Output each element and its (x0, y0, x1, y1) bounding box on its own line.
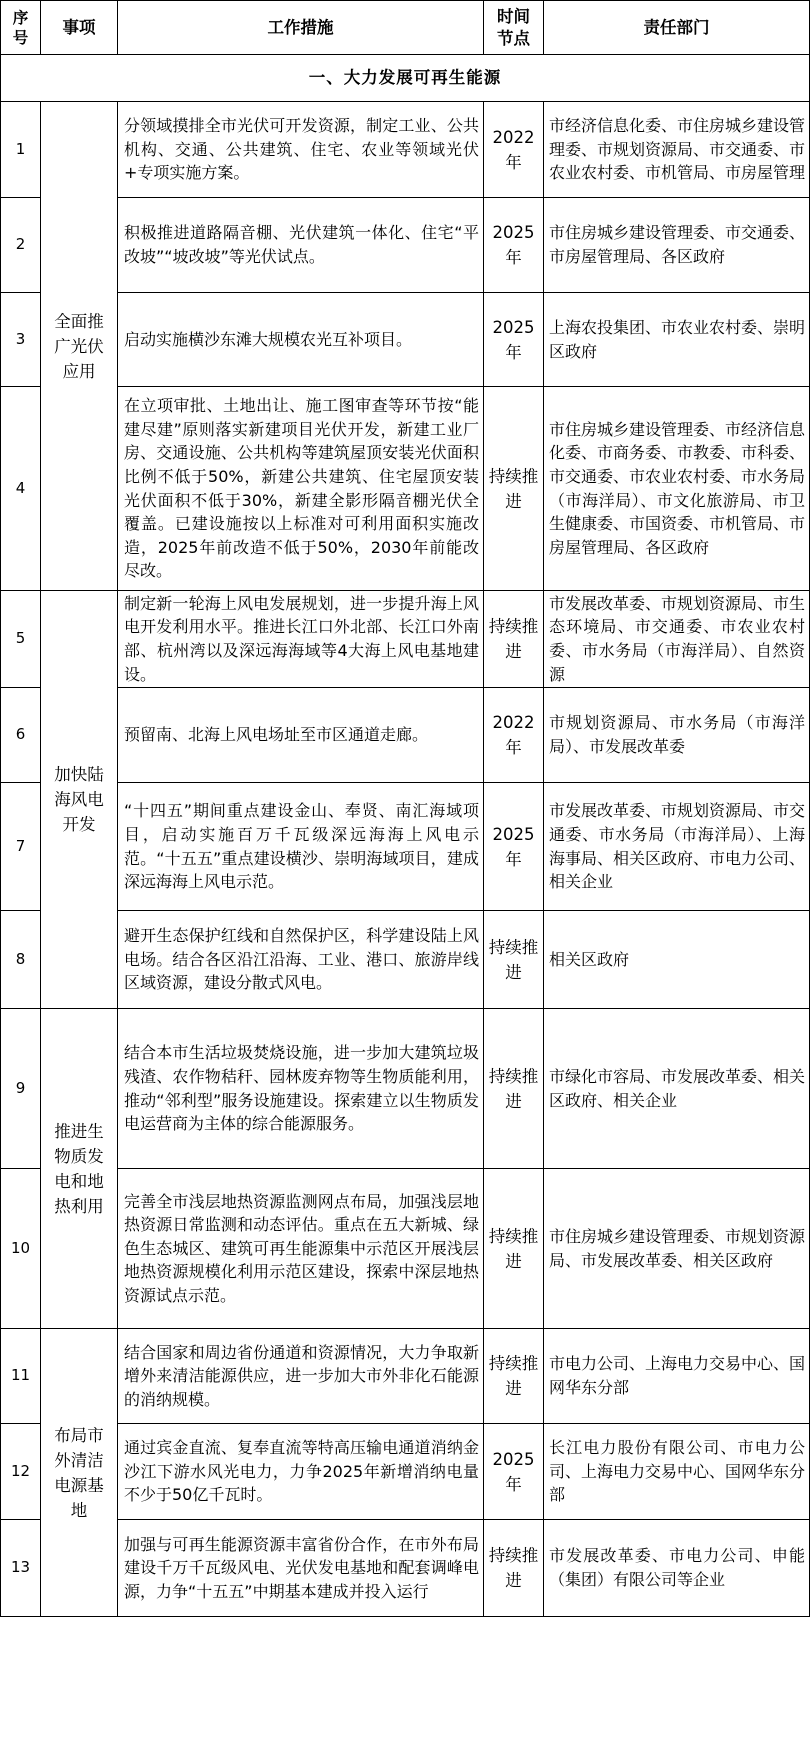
group-item: 全面推广光伏应用 (41, 102, 118, 591)
row-time: 2025年 (484, 198, 544, 293)
row-measure: “十四五”期间重点建设金山、奉贤、南汇海域项目，启动实施百万千瓦级深远海海上风电示范。“十五五”重点建设横沙、崇明海域项目，建成深远海海上风电示范。 (118, 783, 484, 911)
row-dept: 市发展改革委、市规划资源局、市生态环境局、市交通委、市农业农村委、市水务局（市海洋局）、自然资源 (544, 591, 810, 688)
row-number: 2 (1, 198, 41, 293)
table-row (1, 293, 810, 387)
row-dept: 市经济信息化委、市住房城乡建设管理委、市规划资源局、市交通委、市农业农村委、市机管局、市房屋管理 (544, 102, 810, 198)
table-row (1, 198, 810, 293)
row-measure: 预留南、北海上风电场址至市区通道走廊。 (118, 688, 484, 783)
header-row (1, 1, 810, 55)
table-row (1, 591, 810, 688)
row-dept: 市住房城乡建设管理委、市交通委、市房屋管理局、各区政府 (544, 198, 810, 293)
row-number: 7 (1, 783, 41, 911)
section-row (1, 55, 810, 102)
header-time: 时间节点 (484, 1, 544, 55)
row-measure: 加强与可再生能源资源丰富省份合作，在市外布局建设千万千瓦级风电、光伏发电基地和配套调峰电源，力争“十五五”中期基本建成并投入运行 (118, 1520, 484, 1617)
row-time: 持续推进 (484, 1329, 544, 1424)
row-number: 3 (1, 293, 41, 387)
table-row (1, 387, 810, 591)
row-time: 2025年 (484, 293, 544, 387)
row-time: 持续推进 (484, 1169, 544, 1329)
row-dept: 市住房城乡建设管理委、市经济信息化委、市商务委、市教委、市科委、市交通委、市农业农村委、市水务局（市海洋局）、市文化旅游局、市卫生健康委、市国资委、市机管局、市房屋管理局、各区政府 (544, 387, 810, 591)
table-row (1, 1329, 810, 1424)
row-number: 6 (1, 688, 41, 783)
row-measure: 避开生态保护红线和自然保护区，科学建设陆上风电场。结合各区沿江沿海、工业、港口、旅游岸线区域资源，建设分散式风电。 (118, 911, 484, 1009)
row-dept: 市发展改革委、市规划资源局、市交通委、市水务局（市海洋局）、上海海事局、相关区政府、市电力公司、相关企业 (544, 783, 810, 911)
row-measure: 通过宾金直流、复奉直流等特高压输电通道消纳金沙江下游水风光电力，力争2025年新增消纳电量不少于50亿千瓦时。 (118, 1424, 484, 1520)
header-no: 序号 (1, 1, 41, 55)
row-dept: 市发展改革委、市电力公司、申能（集团）有限公司等企业 (544, 1520, 810, 1617)
row-number: 13 (1, 1520, 41, 1617)
table-row (1, 102, 810, 198)
group-item: 加快陆海风电开发 (41, 591, 118, 1009)
row-dept: 上海农投集团、市农业农村委、崇明区政府 (544, 293, 810, 387)
table-row (1, 1169, 810, 1329)
row-number: 8 (1, 911, 41, 1009)
table-row (1, 783, 810, 911)
row-measure: 分领域摸排全市光伏可开发资源，制定工业、公共机构、交通、公共建筑、住宅、农业等领域光伏+专项实施方案。 (118, 102, 484, 198)
row-number: 9 (1, 1009, 41, 1169)
row-time: 持续推进 (484, 911, 544, 1009)
row-dept: 市绿化市容局、市发展改革委、相关区政府、相关企业 (544, 1009, 810, 1169)
header-item: 事项 (41, 1, 118, 55)
table-row (1, 1424, 810, 1520)
row-time: 持续推进 (484, 387, 544, 591)
row-number: 12 (1, 1424, 41, 1520)
row-dept: 市规划资源局、市水务局（市海洋局）、市发展改革委 (544, 688, 810, 783)
row-measure: 启动实施横沙东滩大规模农光互补项目。 (118, 293, 484, 387)
row-measure: 积极推进道路隔音棚、光伏建筑一体化、住宅“平改坡”“坡改坡”等光伏试点。 (118, 198, 484, 293)
row-time: 持续推进 (484, 591, 544, 688)
group-item: 布局市外清洁电源基地 (41, 1329, 118, 1617)
row-measure: 完善全市浅层地热资源监测网点布局，加强浅层地热资源日常监测和动态评估。重点在五大新城、绿色生态城区、建筑可再生能源集中示范区开展浅层地热资源规模化利用示范区建设，探索中深层地热资源试点示范。 (118, 1169, 484, 1329)
row-dept: 市电力公司、上海电力交易中心、国网华东分部 (544, 1329, 810, 1424)
row-measure: 结合国家和周边省份通道和资源情况，大力争取新增外来清洁能源供应，进一步加大市外非化石能源的消纳规模。 (118, 1329, 484, 1424)
row-number: 10 (1, 1169, 41, 1329)
row-time: 2025年 (484, 1424, 544, 1520)
row-time: 持续推进 (484, 1009, 544, 1169)
section-title: 一、大力发展可再生能源 (1, 55, 810, 102)
header-dept: 责任部门 (544, 1, 810, 55)
row-dept: 市住房城乡建设管理委、市规划资源局、市发展改革委、相关区政府 (544, 1169, 810, 1329)
group-item: 推进生物质发电和地热利用 (41, 1009, 118, 1329)
row-measure: 结合本市生活垃圾焚烧设施，进一步加大建筑垃圾残渣、农作物秸秆、园林废弃物等生物质能利用，推动“邻利型”服务设施建设。探索建立以生物质发电运营商为主体的综合能源服务。 (118, 1009, 484, 1169)
row-time: 2022年 (484, 688, 544, 783)
row-dept: 相关区政府 (544, 911, 810, 1009)
row-measure: 制定新一轮海上风电发展规划，进一步提升海上风电开发利用水平。推进长江口外北部、长江口外南部、杭州湾以及深远海海域等4大海上风电基地建设。 (118, 591, 484, 688)
table-row (1, 911, 810, 1009)
row-time: 持续推进 (484, 1520, 544, 1617)
row-dept: 长江电力股份有限公司、市电力公司、上海电力交易中心、国网华东分部 (544, 1424, 810, 1520)
row-time: 2025年 (484, 783, 544, 911)
table-row (1, 1520, 810, 1617)
table-row (1, 688, 810, 783)
row-number: 5 (1, 591, 41, 688)
row-number: 1 (1, 102, 41, 198)
row-time: 2022年 (484, 102, 544, 198)
row-number: 4 (1, 387, 41, 591)
row-number: 11 (1, 1329, 41, 1424)
header-measure: 工作措施 (118, 1, 484, 55)
table-row (1, 1009, 810, 1169)
row-measure: 在立项审批、土地出让、施工图审查等环节按“能建尽建”原则落实新建项目光伏开发，新建工业厂房、交通设施、公共机构等建筑屋顶安装光伏面积比例不低于50%，新建公共建筑、住宅屋顶安装光伏面积不低于30%，新建全影形隔音棚光伏全覆盖。已建设施按以上标准对可利用面积实施改造，2025年前改造不低于50%，2030年前能改尽改。 (118, 387, 484, 591)
